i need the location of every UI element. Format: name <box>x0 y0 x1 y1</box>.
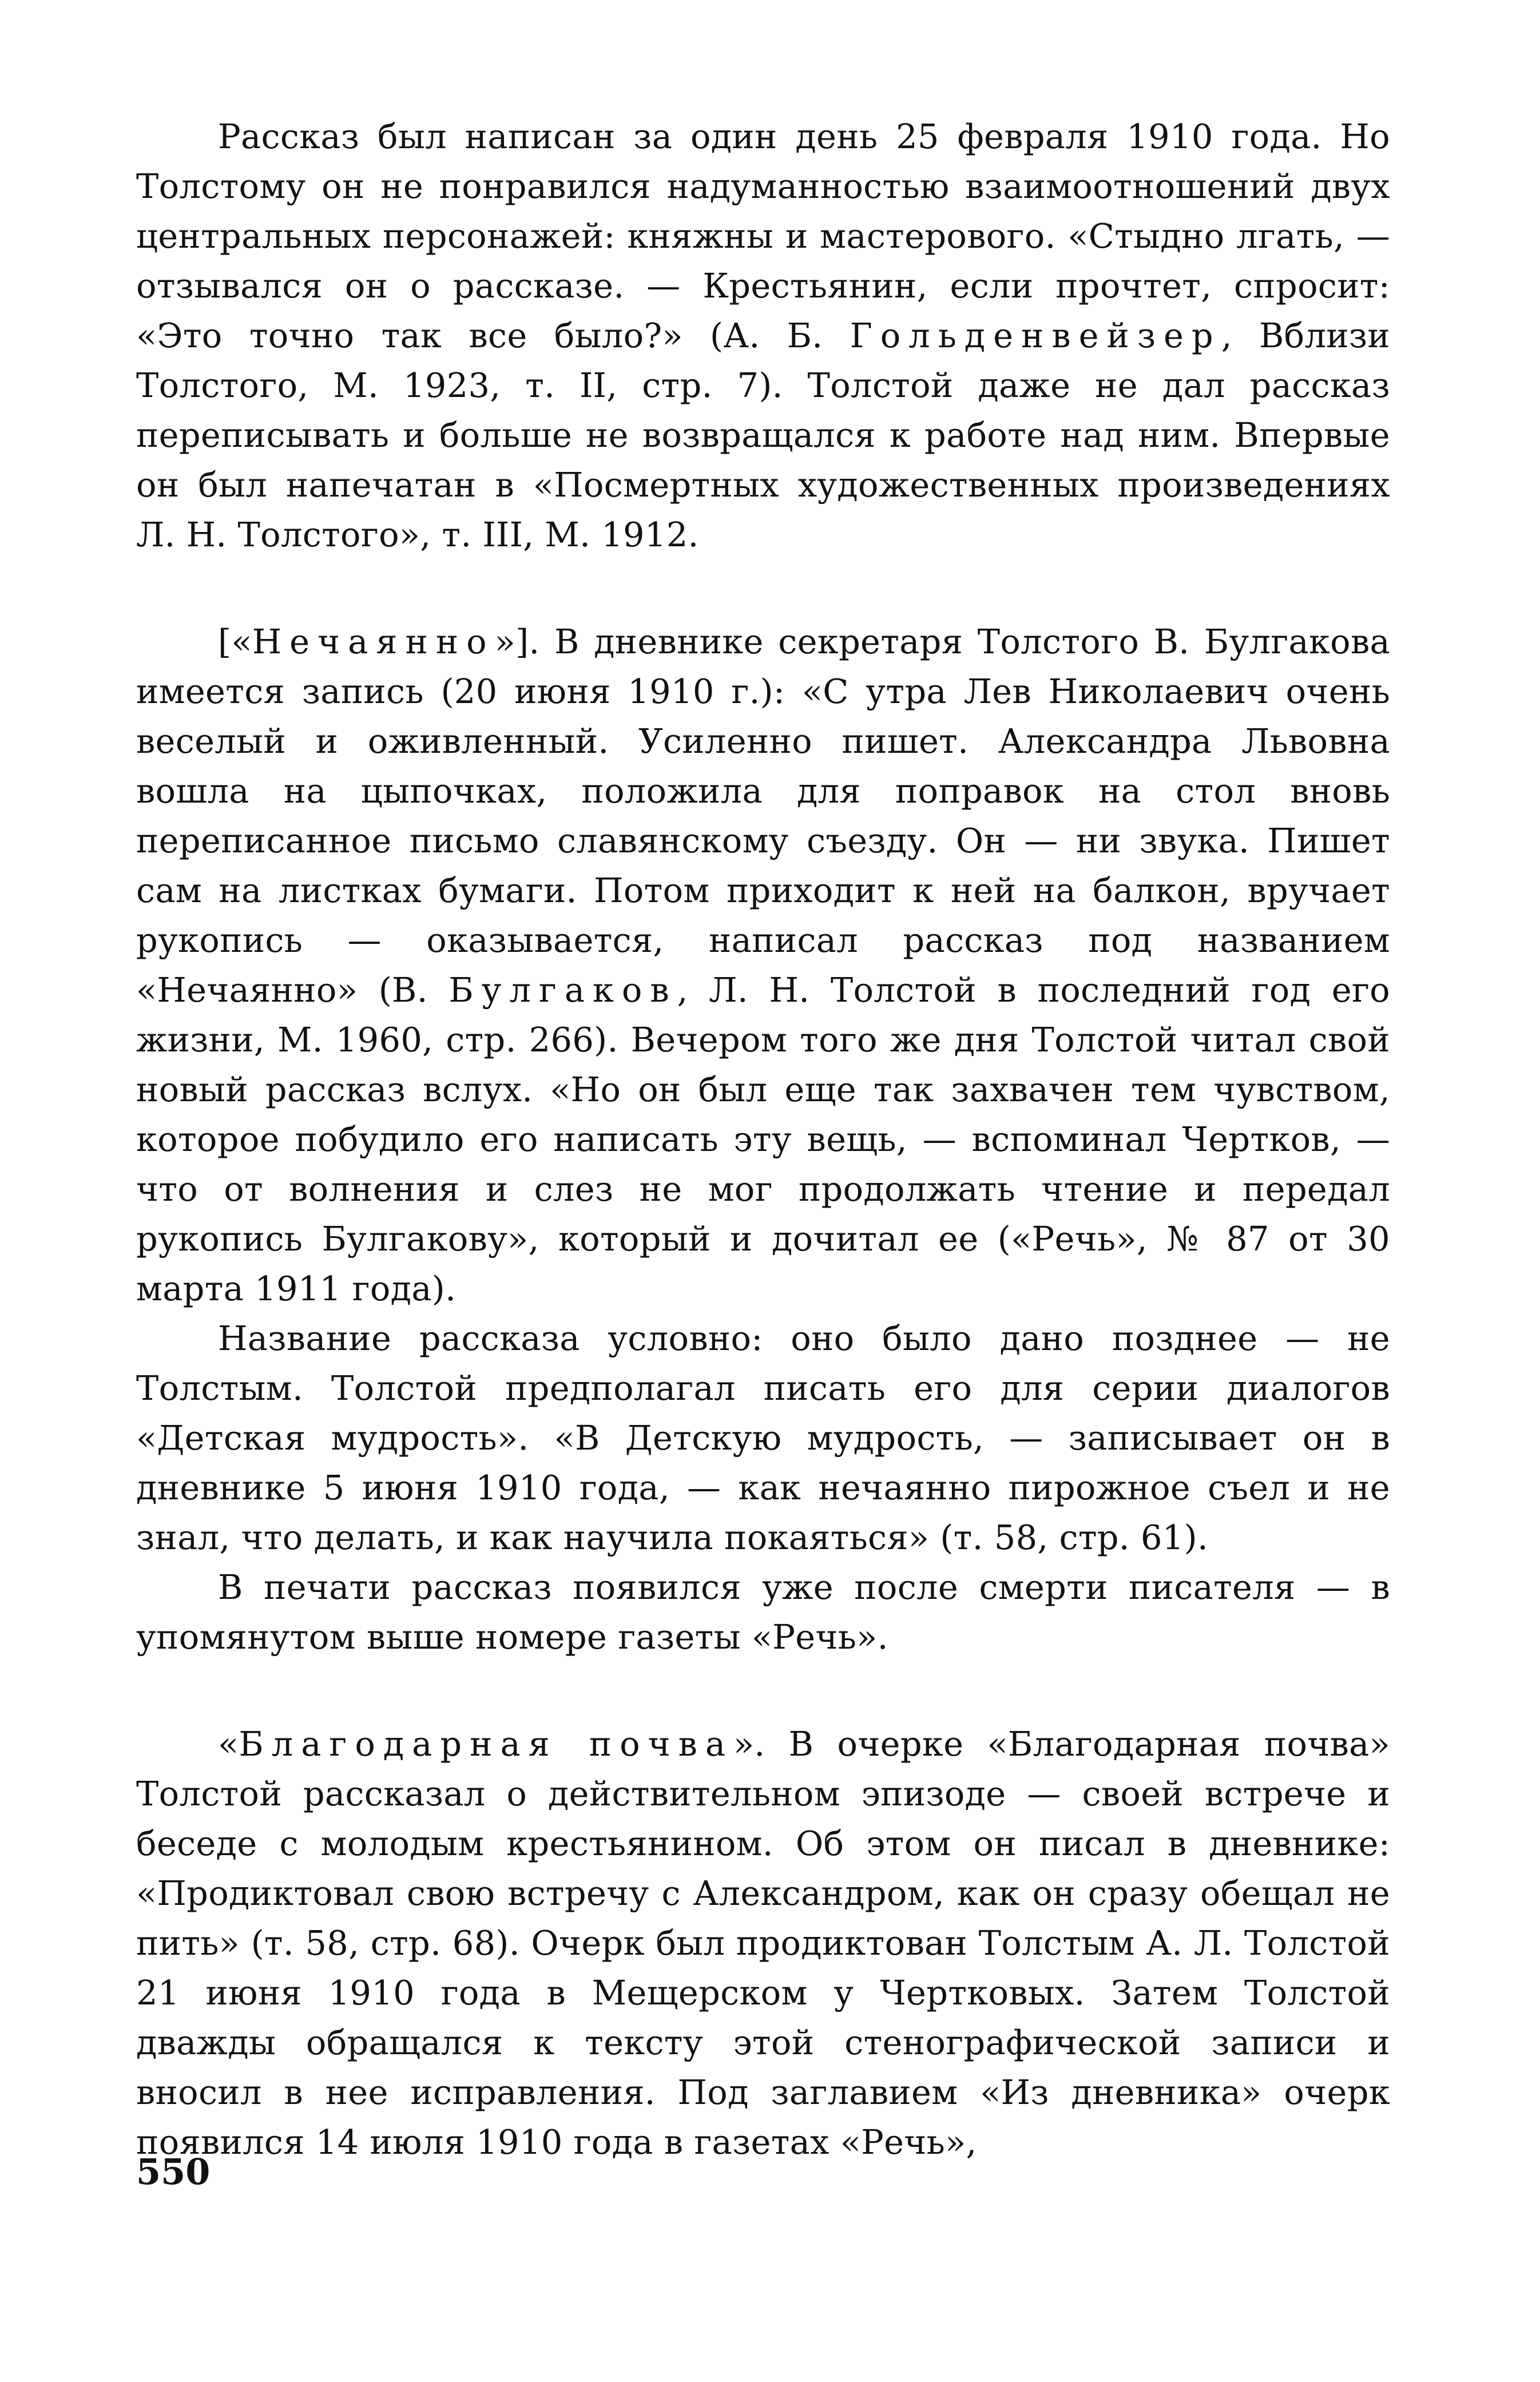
paragraph-text: Название рассказа условно: оно было дано позднее — не Толстым. Толстой предполагал писать его для серии диалогов «Детская мудрость». «В Детскую мудрость, — записывает он в дневнике 5 июня 1910 года, — как нечаянно пирожное съел и не знал, что делать, и как научила покаяться» (т. 58, стр. 61). <box>136 1319 1390 1557</box>
paragraph-lead: [« <box>218 622 252 661</box>
section-gap <box>136 559 1390 617</box>
paragraph-publication-note <box>136 1562 1390 1662</box>
paragraph-lead: « <box>218 1724 239 1764</box>
paragraph-nechayanno <box>136 617 1390 1313</box>
page-number: 550 <box>136 2151 211 2193</box>
section-title-spaced: Нечаянно <box>252 622 495 661</box>
paragraph-text: »]. В дневнике секретаря Толстого В. Булгакова имеется запись (20 июня 1910 г.): «С утра Лев Николаевич очень веселый и оживленный. Усиленно пишет. Александра Львовна вошла на цыпочках, положила для поправок на стол вновь переписанное письмо славянскому съезду. Он — ни звука. Пишет сам на листках бумаги. Потом приходит к ней на балкон, вручает рукопись — оказывается, написал рассказ под названием «Нечаянно» (В. <box>136 622 1390 1010</box>
paragraph-text: , Л. Н. Толстой в последний год его жизни, М. 1960, стр. 266). Вечером того же дня Толстой читал свой новый рассказ вслух. «Но он был еще так захвачен тем чувством, которое побудило его написать эту вещь, — вспоминал Чертков, — что от волнения и слез не мог продолжать чтение и передал рукопись Булгакову», который и дочитал ее («Речь», № 87 от 30 марта 1911 года). <box>136 970 1390 1308</box>
section-title-spaced: Благодарная почва <box>239 1724 733 1764</box>
paragraph-title-note <box>136 1313 1390 1562</box>
author-name-spaced: Булгаков <box>448 970 677 1010</box>
paragraph-text: , Вблизи Толстого, М. 1923, т. II, стр. 7). Толстой даже не дал рассказ переписывать и больше не возвращался к работе над ним. Впервые он был напечатан в «Посмертных художественных произведениях Л. Н. Толстого», т. III, М. 1912. <box>136 316 1390 554</box>
author-name-spaced: Гольденвейзер <box>850 316 1221 355</box>
paragraph-povest-origin <box>136 112 1390 559</box>
paragraph-text: В печати рассказ появился уже после смерти писателя — в упомянутом выше номере газеты «Речь». <box>136 1567 1390 1657</box>
section-gap <box>136 1662 1390 1719</box>
page-body <box>136 112 1390 2167</box>
paragraph-blagodarnaya-pochva <box>136 1719 1390 2167</box>
paragraph-text: Рассказ был написан за один день 25 февраля 1910 года. Но Толстому он не понравился надуманностью взаимоотношений двух центральных персонажей: княжны и мастерового. «Стыдно лгать, — отзывался он о рассказе. — Крестьянин, если прочтет, спросит: «Это точно так все было?» (А. Б. <box>136 117 1390 355</box>
paragraph-text: ». В очерке «Благодарная почва» Толстой рассказал о действительном эпизоде — своей встрече и беседе с молодым крестьянином. Об этом он писал в дневнике: «Продиктовал свою встречу с Александром, как он сразу обещал не пить» (т. 58, стр. 68). Очерк был продиктован Толстым А. Л. Толстой 21 июня 1910 года в Мещерском у Чертковых. Затем Толстой дважды обращался к тексту этой стенографической записи и вносил в нее исправления. Под заглавием «Из дневника» очерк появился 14 июля 1910 года в газетах «Речь», <box>136 1724 1391 2162</box>
